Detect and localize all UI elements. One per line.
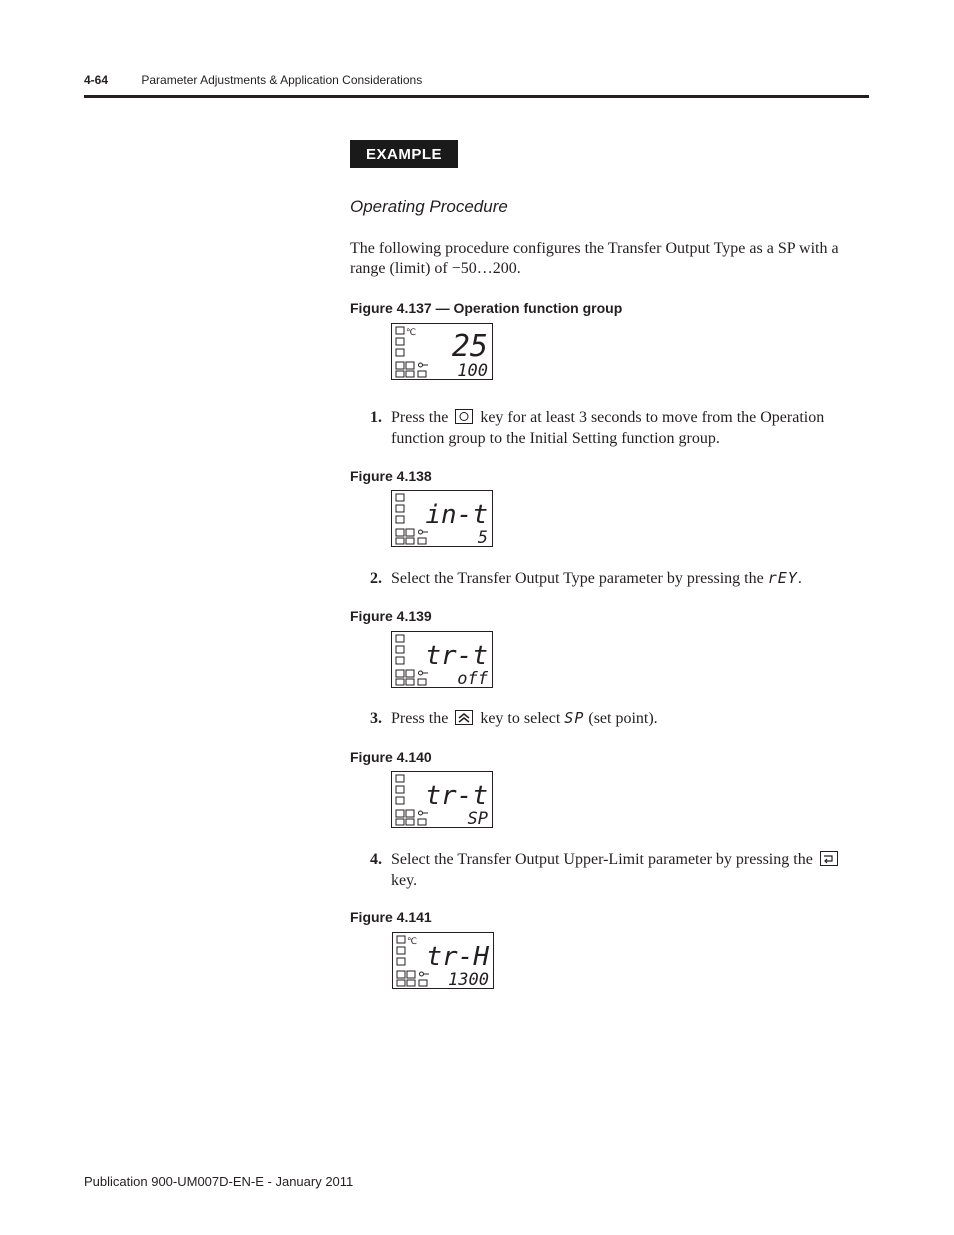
example-label: EXAMPLE [350,140,458,168]
lcd-display-137 [391,323,493,380]
page-footer: Publication 900-UM007D-EN-E - January 2011 [84,1174,354,1189]
lcd-graphic-140 [392,772,492,827]
figure-caption-137: Figure 4.137 — Operation function group [350,300,623,316]
lcd-graphic-141 [393,933,493,988]
figure-caption-141: Figure 4.141 [350,909,432,925]
lcd-display-141 [392,932,494,989]
header-title: Parameter Adjustments & Application Considerations [141,73,423,87]
page-header [84,73,422,87]
lcd-graphic-139 [392,632,492,687]
step-text: Press the [391,710,449,727]
figure-caption-139: Figure 4.139 [350,608,432,624]
key-lock-icon [420,972,430,976]
lcd-lower-readout: 5 [477,528,488,546]
lcd-display-140 [391,771,493,828]
segment-code: SP [564,709,585,727]
figure-caption-138: Figure 4.138 [350,468,432,484]
lcd-upper-readout: 25 [451,329,488,364]
intro-paragraph: The following procedure configures the Transfer Output Type as a SP with a range (limit) of −50…200. [350,240,839,277]
lcd-upper-readout: tr-H [426,942,489,972]
up-key-icon [455,710,473,725]
lcd-graphic-137 [392,324,492,379]
segment-code: rEY [767,569,798,587]
level-key-icon [455,409,473,424]
page-number: 4-64 [84,73,109,87]
step-text: Select the Transfer Output Type parameter by pressing the [391,570,764,587]
step-text: (set point). [588,710,658,727]
step-number: 3. [370,710,382,727]
step-text: key to select [480,710,561,727]
section-title: Operating Procedure [350,197,508,216]
unit-label: ℃ [406,328,417,338]
step-1 [370,407,862,449]
step-number: 1. [370,409,382,426]
lcd-lower-readout: SP [467,809,488,827]
lcd-upper-readout: tr-t [425,781,488,811]
lcd-graphic-138 [392,491,492,546]
lcd-upper-readout: in-t [425,500,488,530]
step-number: 4. [370,851,382,868]
mode-key-icon [820,851,838,866]
lcd-lower-readout: off [457,669,488,687]
step-2 [370,568,862,589]
lcd-display-139 [391,631,493,688]
step-text: key. [391,872,418,889]
step-text: key for at least 3 seconds to move from the Operation function group to the Initial Setting function group. [391,409,825,447]
lcd-lower-readout: 1300 [448,970,489,988]
key-lock-icon [419,811,429,815]
step-text: . [797,570,802,587]
figure-caption-140: Figure 4.140 [350,749,432,765]
key-lock-icon [419,530,429,534]
lcd-display-138 [391,490,493,547]
step-3 [370,708,862,729]
key-lock-icon [419,363,429,367]
lcd-upper-readout: tr-t [425,641,488,671]
step-number: 2. [370,570,382,587]
header-rule [84,95,869,98]
key-lock-icon [419,671,429,675]
step-text: Select the Transfer Output Upper-Limit parameter by pressing the [391,851,813,868]
lcd-lower-readout: 100 [457,361,488,379]
step-4 [370,849,862,891]
step-text: Press the [391,409,449,426]
unit-label: ℃ [407,937,418,947]
